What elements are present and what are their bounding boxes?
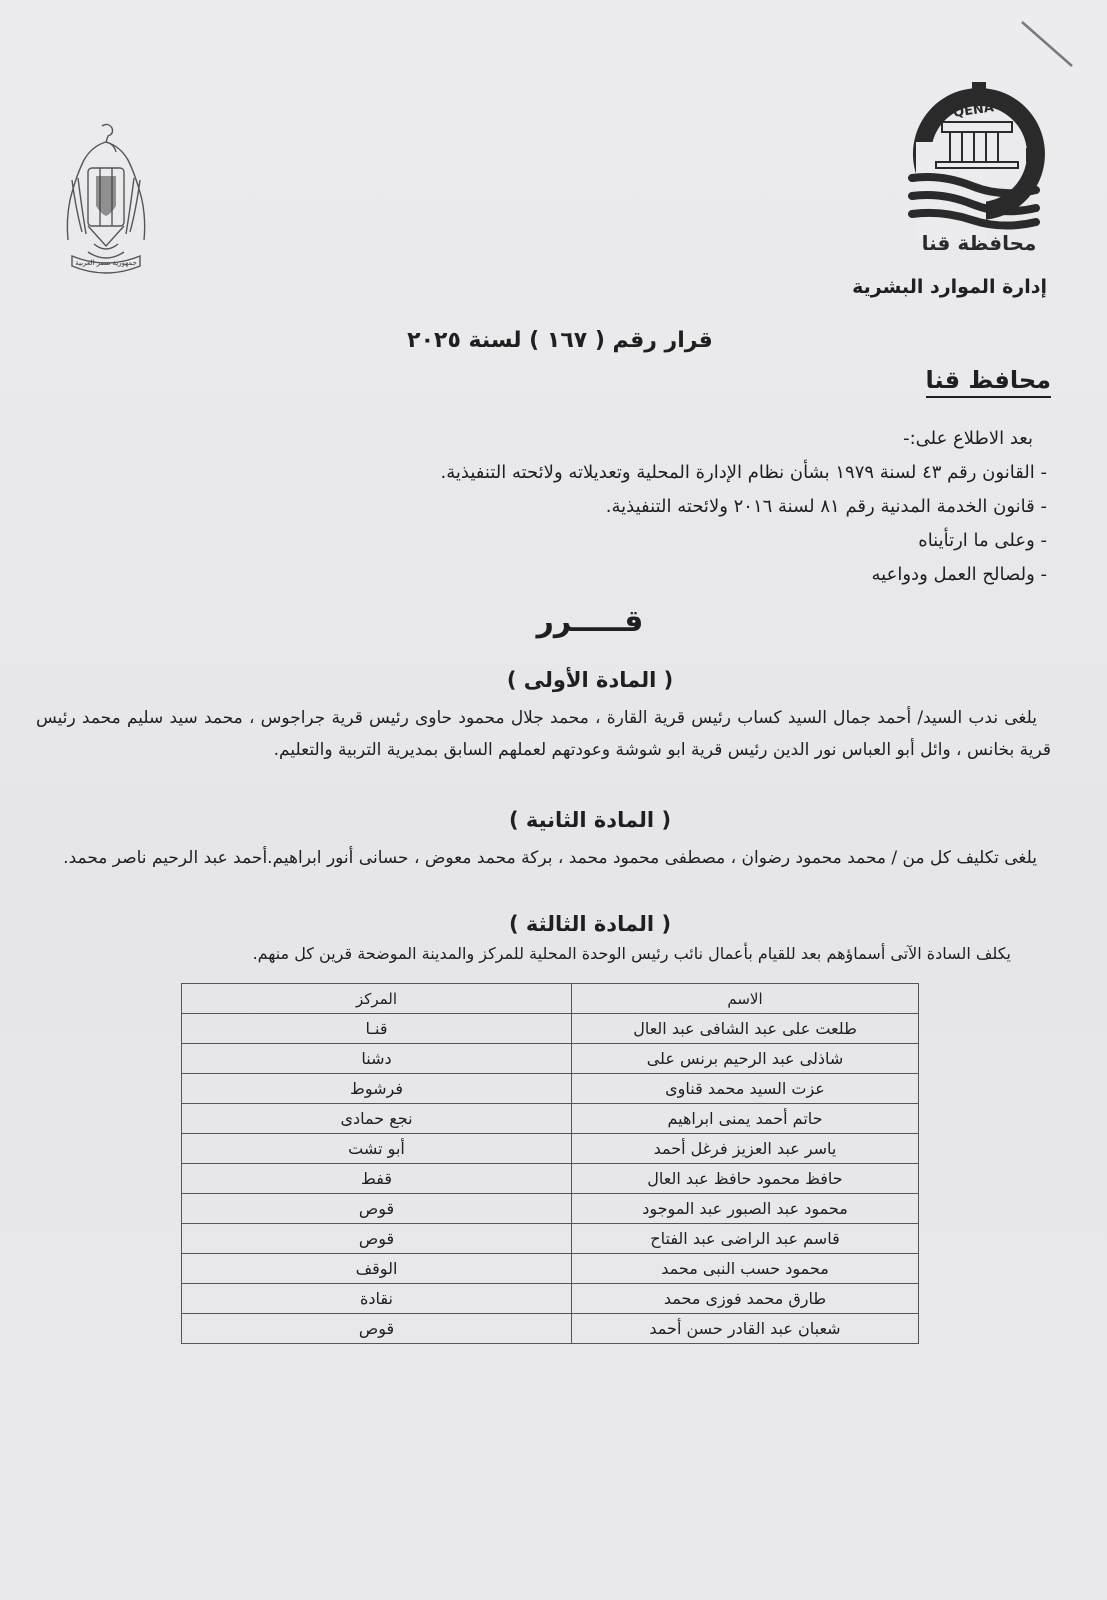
column-header-center: المركز [182, 984, 572, 1014]
egypt-eagle-emblem [58, 120, 154, 278]
cell-name: عزت السيد محمد قناوى [572, 1074, 919, 1104]
cell-center: فرشوط [182, 1074, 572, 1104]
department-name: إدارة الموارد البشرية [852, 276, 1047, 298]
table-header-row [182, 984, 919, 1014]
cell-center: الوقف [182, 1254, 572, 1284]
table-row [182, 1104, 919, 1134]
recital-item: - وعلى ما ارتأيناه [918, 530, 1047, 551]
cell-center: دشنا [182, 1044, 572, 1074]
table-row [182, 1314, 919, 1344]
article-1-text [36, 702, 1051, 766]
recital-item: - ولصالح العمل ودواعيه [871, 564, 1047, 585]
cell-center: قوص [182, 1314, 572, 1344]
recital-item: - القانون رقم ٤٣ لسنة ١٩٧٩ بشأن نظام الإدارة المحلية وتعديلاته ولائحته التنفيذية. [440, 462, 1047, 483]
cell-name: طلعت على عبد الشافى عبد العال [572, 1014, 919, 1044]
cell-name: شعبان عبد القادر حسن أحمد [572, 1314, 919, 1344]
pen-stroke-mark [1018, 14, 1078, 74]
table-row [182, 1134, 919, 1164]
cell-center: نجع حمادى [182, 1104, 572, 1134]
cell-center: قوص [182, 1194, 572, 1224]
logo-text-arabic: محافظة قنا [921, 231, 1037, 255]
article-2-heading: ( المادة الثانية ) [508, 808, 672, 832]
decree-title: قرار رقم ( ١٦٧ ) لسنة ٢٠٢٥ [407, 328, 713, 353]
cell-name: حاتم أحمد يمنى ابراهيم [572, 1104, 919, 1134]
emblem-caption: جمهورية مصر العربية [75, 259, 137, 267]
cell-center: قفط [182, 1164, 572, 1194]
article-2-body: يلغى تكليف كل من / محمد محمود رضوان ، مصطفى محمود محمد ، بركة محمد معوض ، حسانى أنور ابراهيم.أحمد عبد الرحيم ناصر محمد. [63, 848, 1037, 868]
qena-governorate-logo [906, 82, 1052, 258]
decides-heading: قـــــرر [536, 604, 644, 639]
table-row [182, 1194, 919, 1224]
cell-name: شاذلى عبد الرحيم برنس على [572, 1044, 919, 1074]
table-row [182, 1044, 919, 1074]
recital-item: - قانون الخدمة المدنية رقم ٨١ لسنة ٢٠١٦ ولائحته التنفيذية. [605, 496, 1047, 517]
cell-center: أبو تشت [182, 1134, 572, 1164]
table-row [182, 1164, 919, 1194]
cell-name: حافظ محمود حافظ عبد العال [572, 1164, 919, 1194]
article-3-heading: ( المادة الثالثة ) [508, 912, 672, 936]
table-row [182, 1224, 919, 1254]
logo-text-latin: QENA [952, 100, 995, 121]
cell-center: قوص [182, 1224, 572, 1254]
cell-name: ياسر عبد العزيز فرغل أحمد [572, 1134, 919, 1164]
recitals-intro: بعد الاطلاع على:- [903, 428, 1033, 449]
table-row [182, 1014, 919, 1044]
table-row [182, 1284, 919, 1314]
cell-center: نقادة [182, 1284, 572, 1314]
table-row [182, 1074, 919, 1104]
cell-name: محمود حسب النبى محمد [572, 1254, 919, 1284]
article-1-body: يلغى ندب السيد/ أحمد جمال السيد كساب رئيس قرية القارة ، محمد جلال محمود حاوى رئيس قرية جراجوس ، محمد سيد سليم محمد رئيس قرية بخانس ، وائل أبو العباس نور الدين رئيس قرية ابو شوشة وعودتهم لعملهم السابق بمديرية التربية والتعليم. [36, 708, 1051, 760]
cell-name: قاسم عبد الراضى عبد الفتاح [572, 1224, 919, 1254]
decree-issuer: محافظ قنا [926, 366, 1051, 398]
cell-name: محمود عبد الصبور عبد الموجود [572, 1194, 919, 1224]
article-2-text [36, 842, 1051, 874]
assignments-table [181, 983, 919, 1344]
article-3-text: يكلف السادة الآتى أسماؤهم بعد للقيام بأعمال نائب رئيس الوحدة المحلية للمركز والمدينة الموضحة قرين كل منهم. [252, 944, 1011, 963]
column-header-name: الاسم [572, 984, 919, 1014]
cell-name: طارق محمد فوزى محمد [572, 1284, 919, 1314]
article-1-heading: ( المادة الأولى ) [506, 668, 674, 692]
cell-center: قنـا [182, 1014, 572, 1044]
recitals-section [347, 422, 1047, 592]
table-row [182, 1254, 919, 1284]
